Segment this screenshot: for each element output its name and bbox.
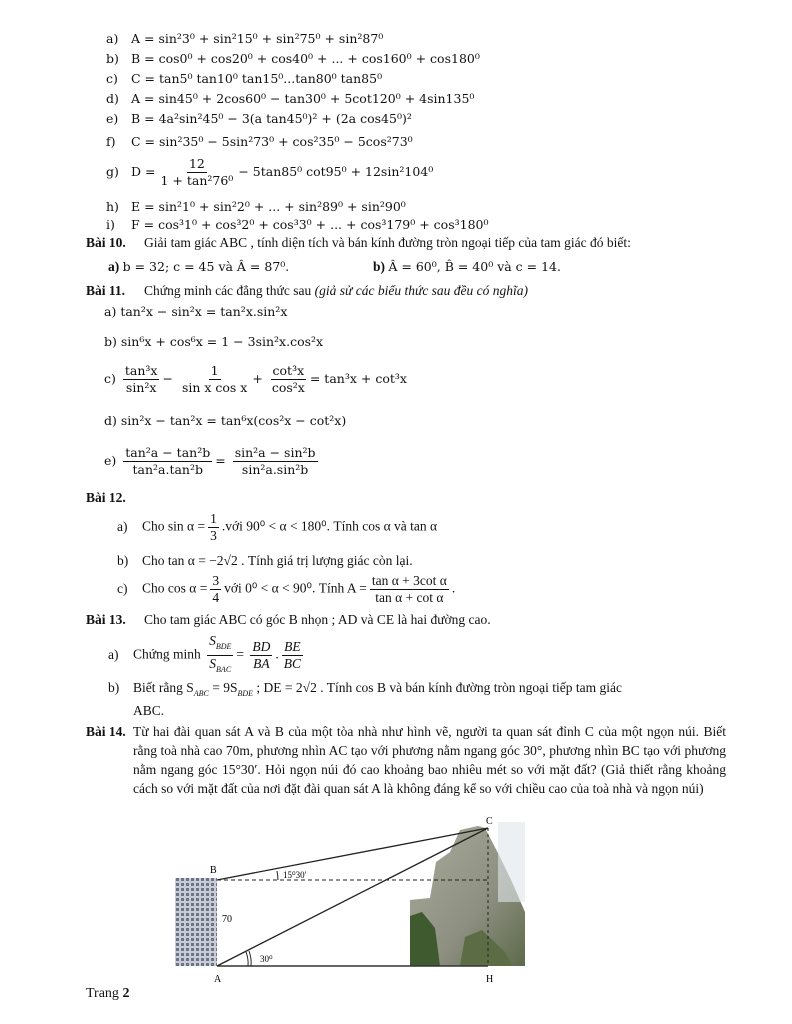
fraction xyxy=(123,445,212,478)
ex13-item-b-continuation: ABC. xyxy=(133,703,165,718)
denominator: BC xyxy=(283,656,302,671)
item-expr: E = sin²1⁰ + sin²2⁰ + ... + sin²89⁰ + sin²90⁰ xyxy=(131,199,406,214)
label-height: 70 xyxy=(222,914,232,925)
subscript: BAC xyxy=(216,665,232,674)
symbol: S xyxy=(209,656,217,671)
numerator: 12 xyxy=(188,156,205,171)
building-image xyxy=(175,878,217,966)
ex14-paragraph xyxy=(86,722,726,798)
ex10-heading xyxy=(86,235,631,251)
numerator: sin²a − sin²b xyxy=(234,445,316,460)
item-expr: A = sin45⁰ + 2cos60⁰ − tan30⁰ + 5cot120⁰ + 4sin135⁰ xyxy=(131,91,475,106)
ex11-item-d xyxy=(104,413,346,429)
label-B: B xyxy=(210,865,217,876)
denominator: tan²a.tan²b xyxy=(132,462,203,477)
numerator: 1 xyxy=(210,363,219,378)
ex9-item-h xyxy=(106,199,406,215)
numerator: BE xyxy=(284,639,301,654)
fraction xyxy=(233,445,318,478)
fraction xyxy=(180,363,249,396)
mountain-building-figure xyxy=(160,812,530,987)
item-label: e) xyxy=(104,453,117,468)
item-expr: ; DE = 2√2 . Tính cos B và bán kính đường tròn ngoại tiếp tam giác xyxy=(256,680,622,695)
ex11-item-e xyxy=(104,445,321,478)
item-label: d) xyxy=(106,91,119,106)
item-expr: Chứng minh xyxy=(133,646,201,662)
denominator: 1 + tan²76⁰ xyxy=(160,173,234,188)
item-expr: . xyxy=(451,580,456,596)
item-expr: sin⁶x + cos⁶x = 1 − 3sin²x.cos²x xyxy=(120,334,324,349)
ex13-item-a xyxy=(108,633,306,678)
numerator: cot³x xyxy=(272,363,305,378)
exercise-text: Giải tam giác ABC , tính diện tích và bán kính đường tròn ngoại tiếp của tam giác đó biết: xyxy=(144,235,631,250)
item-label: b) xyxy=(108,680,120,695)
numerator: 3 xyxy=(212,573,220,588)
item-expr: B = cos0⁰ + cos20⁰ + cos40⁰ + ... + cos160⁰ + cos180⁰ xyxy=(131,51,480,66)
ex11-item-a xyxy=(104,304,287,320)
page-footer xyxy=(86,986,129,1002)
item-label: c) xyxy=(104,371,116,386)
operator: = xyxy=(236,646,245,662)
item-label: e) xyxy=(106,111,119,126)
operator: − xyxy=(162,371,173,386)
numerator: 1 xyxy=(210,511,217,526)
ex11-heading xyxy=(86,283,528,299)
exercise-title: Bài 14. xyxy=(86,724,126,739)
label-H: H xyxy=(486,974,494,985)
numerator xyxy=(207,633,233,656)
item-expr: B = 4a²sin²45⁰ − 3(a tan45⁰)² + (2a cos45⁰)² xyxy=(131,111,412,126)
item-expr: .với 90⁰ < α < 180⁰. Tính cos α và tan α xyxy=(221,518,438,534)
item-label: g) xyxy=(106,164,119,179)
item-expr: với 0⁰ < α < 90⁰. Tính A = xyxy=(224,580,367,596)
item-label: b) xyxy=(117,553,129,568)
item-expr: A = sin²3⁰ + sin²15⁰ + sin²75⁰ + sin²87⁰ xyxy=(131,31,384,46)
denominator: tan α + cot α xyxy=(375,590,444,605)
item-expr: Â = 60⁰, B̂ = 40⁰ và c = 14. xyxy=(388,259,561,274)
ex10-item-a xyxy=(108,259,289,275)
numerator: tan³x xyxy=(124,363,158,378)
item-expr: F = cos³1⁰ + cos³2⁰ + cos³3⁰ + ... + cos³179⁰ + cos³180⁰ xyxy=(131,217,489,232)
mountain-image xyxy=(410,822,525,966)
item-expr: C = sin²35⁰ − 5sin²73⁰ + cos²35⁰ − 5cos²73⁰ xyxy=(131,134,413,149)
denominator: 4 xyxy=(212,590,220,605)
item-label: c) xyxy=(117,580,128,596)
ex9-item-a xyxy=(106,31,383,47)
item-label: b) xyxy=(104,334,117,349)
item-label: a) xyxy=(106,31,119,46)
item-label: b) xyxy=(106,51,119,66)
item-label: a) xyxy=(104,304,117,319)
fraction xyxy=(123,363,160,396)
operator: = xyxy=(215,453,226,468)
exercise-text: Chứng minh các đẳng thức sau xyxy=(144,283,312,298)
ex9-item-b xyxy=(106,51,480,67)
item-expr: Cho sin α = xyxy=(142,518,206,534)
ex9-item-c xyxy=(106,71,382,87)
ex13-item-b xyxy=(108,680,622,702)
exercise-note: (giả sử các biểu thức sau đều có nghĩa) xyxy=(314,283,529,298)
ex13-heading xyxy=(86,612,491,628)
ex9-item-g xyxy=(106,156,433,189)
label-angle-b: 15⁰30′ xyxy=(283,870,307,880)
label-C: C xyxy=(486,816,493,827)
operator: + xyxy=(252,371,263,386)
denominator: BA xyxy=(253,656,270,671)
item-label: a) xyxy=(117,518,128,534)
subscript: BDE xyxy=(215,642,232,651)
denominator: sin x cos x xyxy=(181,380,248,395)
symbol: S xyxy=(209,633,216,648)
item-expr: D = xyxy=(131,164,156,179)
item-expr: − 5tan85⁰ cot95⁰ + 12sin²104⁰ xyxy=(238,164,434,179)
operator: . xyxy=(275,646,279,662)
exercise-title: Bài 11. xyxy=(86,283,126,298)
item-expr: sin²x − tan²x = tan⁶x(cos²x − cot²x) xyxy=(120,413,347,428)
ex10-item-b xyxy=(373,259,561,275)
angle-arc-a xyxy=(246,951,251,966)
item-label: a) xyxy=(108,646,119,662)
label-angle-a: 30⁰ xyxy=(260,954,273,964)
ex12-item-a xyxy=(117,511,437,544)
ex9-item-f xyxy=(106,134,413,150)
ex12-item-c xyxy=(117,573,455,606)
item-label: f) xyxy=(106,134,116,149)
numerator: tan²a − tan²b xyxy=(125,445,211,460)
ex12-item-b xyxy=(117,553,413,569)
fraction xyxy=(210,573,221,606)
denominator: cos²x xyxy=(271,380,305,395)
denominator: 3 xyxy=(210,528,217,543)
ex11-item-b xyxy=(104,334,323,350)
exercise-title: Bài 13. xyxy=(86,612,126,627)
fraction xyxy=(370,573,449,606)
item-label: a) xyxy=(108,259,120,274)
ex9-item-i xyxy=(106,217,489,233)
exercise-text: Cho tam giác ABC có góc B nhọn ; AD và CE là hai đường cao. xyxy=(144,612,491,627)
item-expr: C = tan5⁰ tan10⁰ tan15⁰...tan80⁰ tan85⁰ xyxy=(131,71,383,86)
ex9-item-d xyxy=(106,91,474,107)
ex11-item-c xyxy=(104,363,407,396)
numerator: BD xyxy=(252,639,271,654)
fraction xyxy=(270,363,307,396)
page-number: 2 xyxy=(122,986,130,1001)
numerator: tan α + 3cot α xyxy=(371,573,447,588)
footer-label: Trang xyxy=(86,986,119,1001)
denominator xyxy=(207,656,233,678)
exercise-title: Bài 10. xyxy=(86,235,126,250)
item-expr: b = 32; c = 45 và Â = 87⁰. xyxy=(122,259,290,274)
subscript: BDE xyxy=(237,689,254,698)
item-label: i) xyxy=(106,217,115,232)
item-label: d) xyxy=(104,413,117,428)
denominator: sin²a.sin²b xyxy=(241,462,309,477)
item-expr: Biết rằng S xyxy=(133,680,194,695)
angle-arc-b xyxy=(277,871,278,880)
item-label: c) xyxy=(106,71,118,86)
fraction xyxy=(207,633,233,678)
ex9-item-e xyxy=(106,111,412,127)
item-expr: Cho cos α = xyxy=(142,580,208,596)
item-label: b) xyxy=(373,259,386,274)
item-expr: Cho tan α = −2√2 . Tính giá trị lượng giác còn lại. xyxy=(142,553,413,568)
item-expr: = tan³x + cot³x xyxy=(309,371,407,386)
exercise-title: Bài 12. xyxy=(86,490,126,505)
denominator: sin²x xyxy=(125,380,157,395)
fraction xyxy=(282,639,303,672)
item-expr: = 9S xyxy=(212,680,238,695)
subscript: ABC xyxy=(193,689,209,698)
item-expr: tan²x − sin²x = tan²x.sin²x xyxy=(120,304,288,319)
label-A: A xyxy=(214,974,222,985)
fraction xyxy=(208,511,219,544)
fraction xyxy=(250,639,272,672)
exercise-text: Từ hai đài quan sát A và B của một tòa nhà như hình vẽ, người ta quan sát đỉnh C của một ngọn núi. Biết rằng toà nhà cao 70m, phương nhìn AC tạo với phương nằm ngang góc 30°, phương nhìn BC tạo với phương nằm ngang góc 15°30′. Hỏi ngọn núi đó cao khoảng bao nhiêu mét so với mặt đất? (Giả thiết rằng khoảng cách so với mặt đất của nơi đặt đài quan sát A là không đáng kể so với chiều cao của toà nhà và ngọn núi) xyxy=(133,724,726,796)
item-label: h) xyxy=(106,199,119,214)
fraction xyxy=(158,156,235,189)
